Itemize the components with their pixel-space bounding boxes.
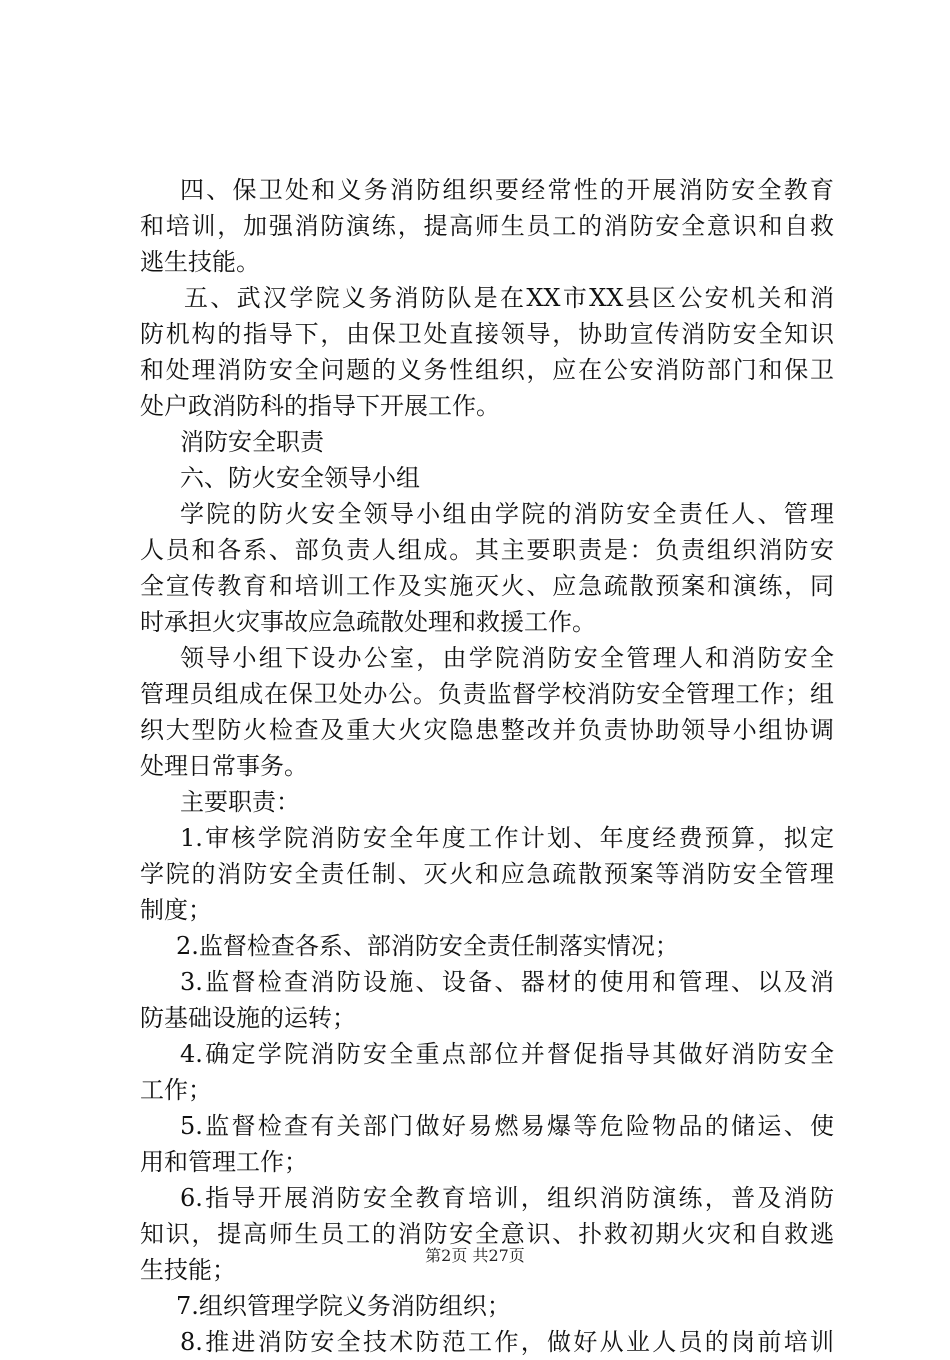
text-line: 工作； bbox=[140, 1076, 212, 1104]
text-line: 五、武汉学院义务消防队是在XX市XX县区公安机关和消 bbox=[184, 284, 834, 312]
text-line: 4.确定学院消防安全重点部位并督促指导其做好消防安全 bbox=[180, 1040, 834, 1068]
text-line: 5.监督检查有关部门做好易燃易爆等危险物品的储运、使 bbox=[180, 1112, 834, 1140]
text-line: 6.指导开展消防安全教育培训，组织消防演练，普及消防 bbox=[180, 1184, 834, 1212]
text-line: 逃生技能。 bbox=[140, 248, 260, 276]
text-line: 制度； bbox=[140, 896, 212, 924]
text-line: 学院的消防安全责任制、灭火和应急疏散预案等消防安全管理 bbox=[140, 860, 834, 888]
document-body bbox=[140, 172, 834, 1360]
text-line: 防基础设施的运转； bbox=[140, 1004, 356, 1032]
text-line: 全宣传教育和培训工作及实施灭火、应急疏散预案和演练，同 bbox=[140, 572, 834, 600]
text-line: 处户政消防科的指导下开展工作。 bbox=[140, 392, 500, 420]
text-line: 六、防火安全领导小组 bbox=[180, 464, 420, 492]
text-line: 领导小组下设办公室，由学院消防安全管理人和消防安全 bbox=[180, 644, 834, 672]
text-line: 处理日常事务。 bbox=[140, 752, 308, 780]
text-line: 和处理消防安全问题的义务性组织，应在公安消防部门和保卫 bbox=[140, 356, 834, 384]
text-line: 用和管理工作； bbox=[140, 1148, 308, 1176]
text-line: 知识，提高师生员工的消防安全意识、扑救初期火灾和自救逃 bbox=[140, 1220, 834, 1248]
text-line: 人员和各系、部负责人组成。其主要职责是：负责组织消防安 bbox=[140, 536, 834, 564]
text-line: 2.监督检查各系、部消防安全责任制落实情况； bbox=[176, 932, 679, 960]
text-line: 主要职责： bbox=[180, 788, 300, 816]
text-line: 和培训，加强消防演练，提高师生员工的消防安全意识和自救 bbox=[140, 212, 834, 240]
text-line: 时承担火灾事故应急疏散处理和救援工作。 bbox=[140, 608, 596, 636]
text-line: 8.推进消防安全技术防范工作，做好从业人员的岗前培训 bbox=[180, 1328, 834, 1356]
text-line: 1.审核学院消防安全年度工作计划、年度经费预算，拟定 bbox=[180, 824, 834, 852]
text-line: 7.组织管理学院义务消防组织； bbox=[176, 1292, 511, 1320]
text-line: 防机构的指导下，由保卫处直接领导，协助宣传消防安全知识 bbox=[140, 320, 834, 348]
text-line: 消防安全职责 bbox=[180, 428, 324, 456]
page-footer: 第2页 共27页 bbox=[425, 1246, 525, 1265]
text-line: 织大型防火检查及重大火灾隐患整改并负责协助领导小组协调 bbox=[140, 716, 834, 744]
text-line: 学院的防火安全领导小组由学院的消防安全责任人、管理 bbox=[180, 500, 834, 528]
text-line: 3.监督检查消防设施、设备、器材的使用和管理、以及消 bbox=[180, 968, 834, 996]
text-line: 生技能； bbox=[140, 1256, 236, 1284]
text-line: 管理员组成在保卫处办公。负责监督学校消防安全管理工作；组 bbox=[140, 680, 834, 708]
text-line: 四、保卫处和义务消防组织要经常性的开展消防安全教育 bbox=[180, 176, 834, 204]
